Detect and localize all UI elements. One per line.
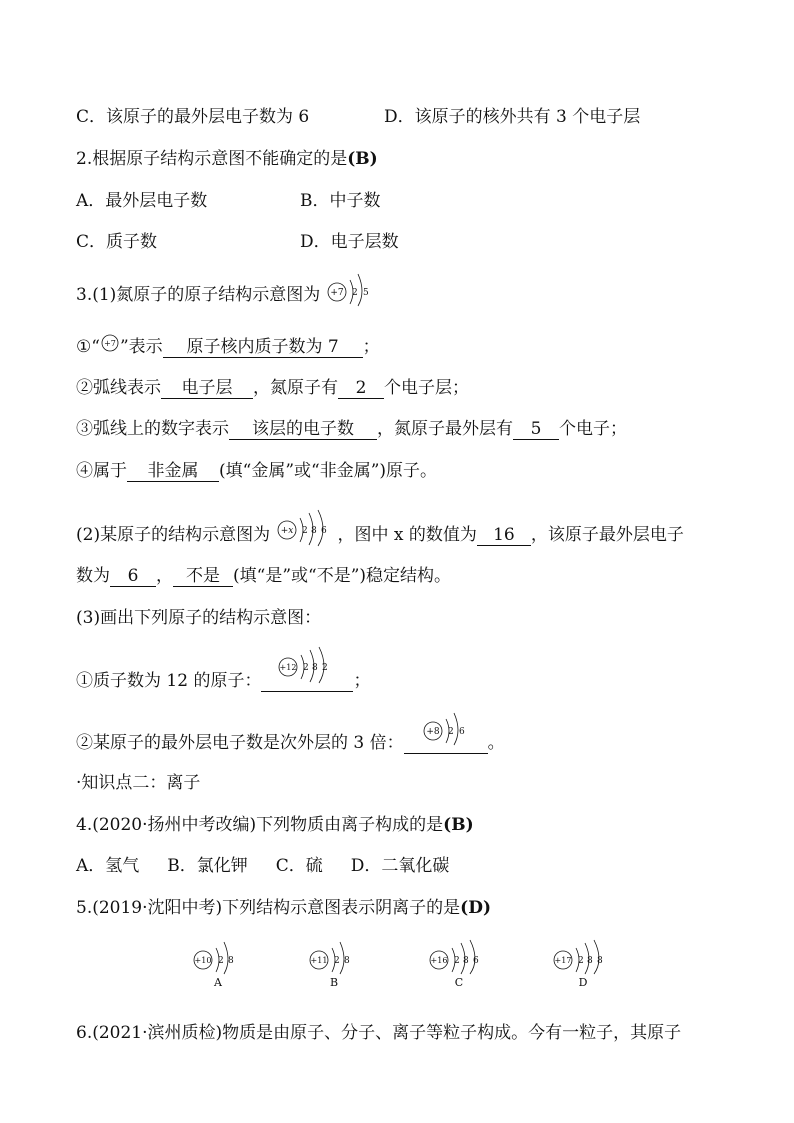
- q3-part1-stem-text: 3.(1)氮原子的原子结构示意图为: [76, 285, 321, 305]
- q3-item2: [76, 377, 469, 399]
- magnesium-shell-2: 8: [312, 663, 319, 673]
- q3-item3-prefix: ③弧线上的数字表示: [76, 419, 229, 439]
- q4-options: [76, 855, 449, 877]
- q3-part2-mid: ，图中 x 的数值为: [337, 525, 477, 545]
- q3-item4-end: (填“金属”或“非金属”)原子。: [219, 461, 438, 481]
- nitrogen-shell-1: 2: [351, 287, 358, 298]
- q5-choice-d[interactable]: [552, 940, 614, 989]
- q1-option-c: C．该原子的最外层电子数为 6: [76, 107, 310, 127]
- q5-atom-a-shell-2: 8: [228, 956, 234, 966]
- unknown-shell-1: 2: [301, 525, 308, 536]
- q5-stem: [76, 897, 491, 919]
- q3-part2-stem: (2)某原子的结构示意图为: [76, 525, 271, 545]
- q3-part2-answer2: 6: [110, 566, 156, 587]
- q3-part3-item1-end: ；: [353, 671, 371, 691]
- nitrogen-shell-2: 5: [362, 287, 369, 298]
- q3-part3-item2: [76, 727, 505, 754]
- q3-part2-line2: [76, 565, 451, 587]
- q2-stem-text: 2.根据原子结构示意图不能确定的是: [76, 149, 348, 169]
- nitrogen-atom-diagram: [326, 272, 380, 306]
- q3-item1-mid: ”表示: [119, 337, 163, 357]
- q3-item3-end: 个电子；: [559, 419, 627, 439]
- q3-part2-line2-mid: ，: [156, 566, 173, 586]
- q3-part1-stem: [76, 284, 380, 306]
- q4-answer: (B): [443, 815, 474, 835]
- q3-part3-item2-text: ②某原子的最外层电子数是次外层的 3 倍：: [76, 733, 404, 753]
- q3-item1: [76, 336, 380, 358]
- q3-item4-answer: 非金属: [127, 461, 219, 482]
- q3-item3: [76, 418, 627, 440]
- q4-option-c: C．硫: [275, 856, 323, 876]
- unknown-atom-diagram: [276, 510, 338, 546]
- q2-option-c: C．质子数: [76, 232, 158, 252]
- q3-part2-answer: 16: [477, 525, 531, 546]
- oxygen-nucleus: +8: [425, 727, 440, 737]
- q3-item3-answer2: 5: [513, 419, 559, 440]
- q5-choice-d-label: D: [578, 976, 588, 989]
- oxygen-shell-1: 2: [447, 727, 454, 737]
- q3-part2-end: ，该原子最外层电子: [530, 525, 684, 545]
- magnesium-nucleus: +12: [280, 663, 297, 672]
- magnesium-shell-1: 2: [303, 663, 310, 673]
- q3-item4-prefix: ④属于: [76, 461, 127, 481]
- nucleus-plus7-label: +7: [104, 338, 116, 348]
- q5-atom-a-diagram: [192, 940, 244, 974]
- q2-option-d: D．电子层数: [300, 232, 399, 252]
- q3-item3-answer: 该层的电子数: [229, 419, 377, 440]
- q3-part3-item1-text: ①质子数为 12 的原子：: [76, 671, 262, 691]
- q3-item1-prefix: ①“: [76, 337, 100, 357]
- q3-item4: [76, 460, 437, 482]
- oxygen-atom-diagram: [422, 711, 476, 745]
- q4-option-d: D．二氧化碳: [350, 856, 450, 876]
- q5-choice-b[interactable]: [308, 940, 360, 989]
- q5-stem-text: 5.(2019·沈阳中考)下列结构示意图表示阴离子的是: [76, 898, 461, 918]
- q5-choice-b-label: B: [329, 976, 339, 989]
- q5-atom-d-diagram: [552, 940, 614, 974]
- q5-atom-a-shell-1: 2: [218, 956, 224, 966]
- q5-choice-a[interactable]: [192, 940, 244, 989]
- q4-option-a: A．氢气: [76, 856, 140, 876]
- q3-part3-item2-end: 。: [487, 733, 505, 753]
- unknown-nucleus: +x: [280, 525, 293, 536]
- q3-part2-answer3: 不是: [173, 566, 233, 587]
- q5-atom-d-shell-3: 8: [597, 956, 603, 966]
- q2-option-b: B．中子数: [300, 191, 381, 211]
- q3-item2-prefix: ②弧线表示: [76, 378, 161, 398]
- q3-part3-item1: [76, 663, 371, 692]
- q5-atom-c-shell-3: 6: [473, 956, 479, 966]
- q5-atom-c-shell-1: 2: [454, 956, 460, 966]
- q6-stem: 6.(2021·滨州质检)物质是由原子、分子、离子等粒子构成。今有一粒子，其原子: [76, 1023, 682, 1043]
- unknown-shell-2: 8: [310, 525, 317, 536]
- q3-part3-item1-blank: [261, 663, 353, 692]
- q3-item2-end: 个电子层；: [384, 378, 469, 398]
- q3-item2-mid: ，氮原子有: [253, 378, 338, 398]
- q2-option-a: A．最外层电子数: [76, 191, 208, 211]
- q3-item1-end: ；: [362, 337, 380, 357]
- q5-answer: (D): [460, 898, 491, 918]
- q2-answer: (B): [347, 149, 378, 169]
- section-ions-heading: ·知识点二：离子: [76, 773, 201, 793]
- q3-part3-stem: (3)画出下列原子的结构示意图：: [76, 608, 322, 628]
- q5-atom-d-nucleus: +17: [554, 956, 572, 965]
- q1-option-d: D．该原子的核外共有 3 个电子层: [384, 107, 641, 127]
- unknown-shell-3: 6: [320, 525, 327, 536]
- q4-stem-text: 4.(2020·扬州中考改编)下列物质由离子构成的是: [76, 815, 444, 835]
- q5-choice-c-label: C: [454, 976, 464, 989]
- nitrogen-nucleus: +7: [330, 287, 344, 298]
- oxygen-shell-2: 6: [458, 727, 465, 737]
- q3-part2-line1: [76, 524, 684, 546]
- nucleus-plus7-diagram: [100, 333, 120, 353]
- q5-atom-b-nucleus: +11: [310, 956, 328, 965]
- q4-option-b: B．氯化钾: [167, 856, 248, 876]
- q5-atom-b-shell-2: 8: [344, 956, 350, 966]
- magnesium-shell-3: 2: [322, 663, 329, 673]
- q3-item2-answer2: 2: [338, 378, 384, 399]
- q5-atom-c-diagram: [428, 940, 490, 974]
- q3-item2-answer: 电子层: [161, 378, 253, 399]
- q5-atom-a-nucleus: +10: [194, 956, 212, 965]
- q2-stem: [76, 148, 378, 170]
- q5-atom-c-shell-2: 8: [463, 956, 469, 966]
- q5-atom-b-shell-1: 2: [334, 956, 340, 966]
- q3-item3-mid: ，氮原子最外层有: [377, 419, 513, 439]
- magnesium-atom-diagram: [277, 647, 339, 683]
- q5-choice-c[interactable]: [428, 940, 490, 989]
- q3-part2-line2-end: (填“是”或“不是”)稳定结构。: [233, 566, 452, 586]
- q5-atom-c-nucleus: +16: [430, 956, 448, 965]
- q3-item1-answer: 原子核内质子数为 7: [163, 337, 363, 358]
- q4-stem: [76, 814, 474, 836]
- q5-atom-b-diagram: [308, 940, 360, 974]
- q3-part3-item2-blank: [404, 727, 488, 754]
- q3-part2-line2-prefix: 数为: [76, 566, 110, 586]
- q5-atom-d-shell-2: 8: [587, 956, 593, 966]
- q5-choice-a-label: A: [214, 976, 222, 989]
- q5-atom-d-shell-1: 2: [578, 956, 584, 966]
